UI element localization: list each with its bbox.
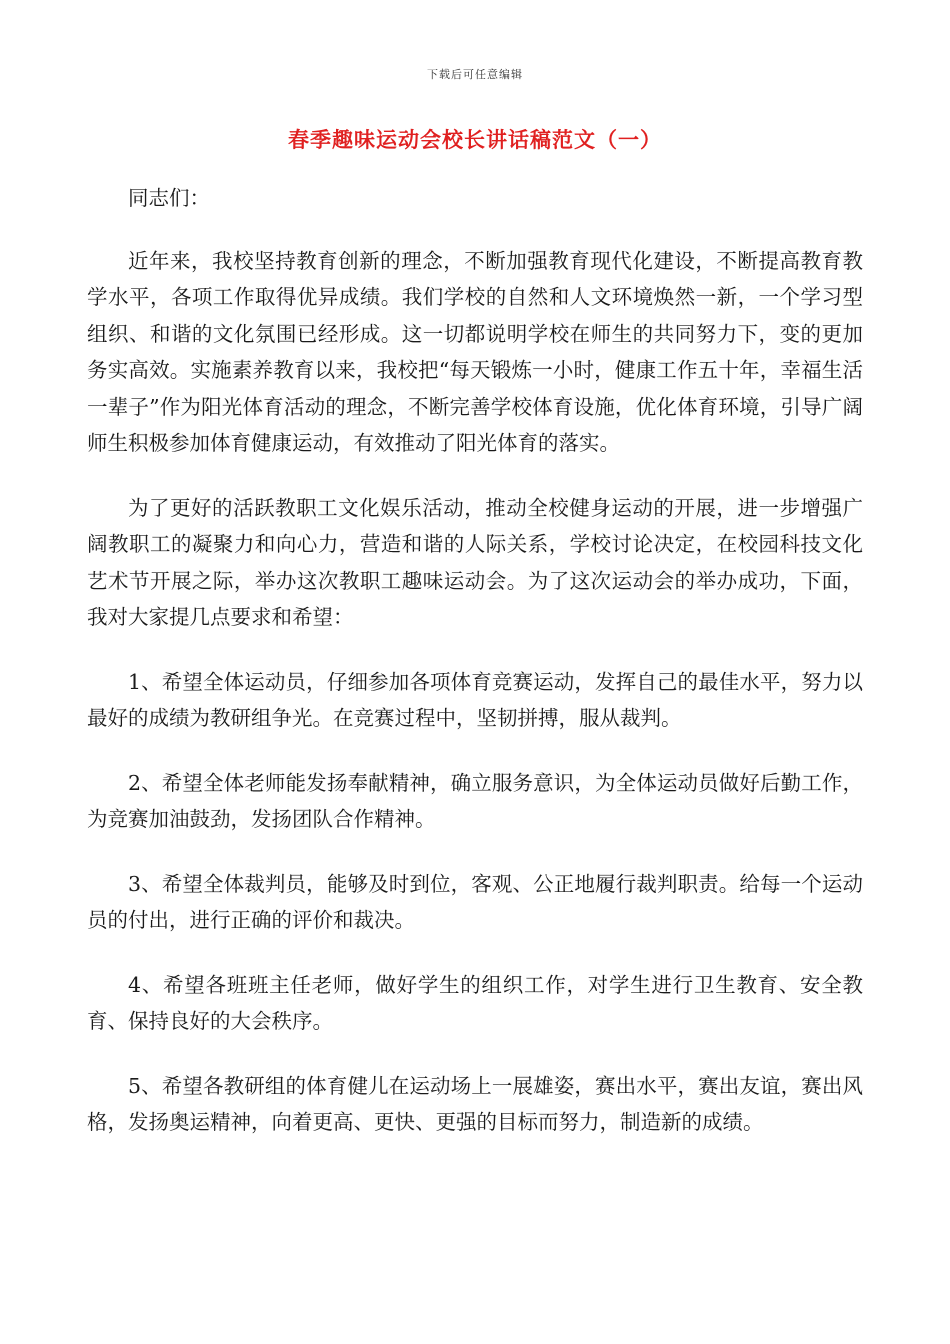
- header-note: 下载后可任意编辑: [427, 68, 523, 81]
- paragraph-intro: 近年来，我校坚持教育创新的理念，不断加强教育现代化建设，不断提高教育教学水平，各项工作取得优异成绩。我们学校的自然和人文环境焕然一新，一个学习型组织、和谐的文化氛围已经形成。这一切都说明学校在师生的共同努力下，变的更加务实高效。实施素养教育以来，我校把“每天锻炼一小时，健康工作五十年，幸福生活一辈子”作为阳光体育活动的理念，不断完善学校体育设施，优化体育环境，引导广阔师生积极参加体育健康运动，有效推动了阳光体育的落实。: [87, 248, 863, 455]
- salutation: 同志们：: [128, 186, 210, 210]
- document-body: [87, 180, 863, 1169]
- list-item-requirement-5: 5、希望各教研组的体育健儿在运动场上一展雄姿，赛出水平，赛出友谊，赛出风格，发扬奥运精神，向着更高、更快、更强的目标而努力，制造新的成绩。: [87, 1073, 863, 1134]
- document-title: 春季趣味运动会校长讲话稿范文（一）: [288, 127, 662, 152]
- paragraph-purpose: 为了更好的活跃教职工文化娱乐活动，推动全校健身运动的开展，进一步增强广阔教职工的凝聚力和向心力，营造和谐的人际关系，学校讨论决定，在校园科技文化艺术节开展之际，举办这次教职工趣味运动会。为了这次运动会的举办成功，下面，我对大家提几点要求和希望：: [87, 495, 863, 629]
- list-item-requirement-1: 1、希望全体运动员，仔细参加各项体育竞赛运动，发挥自己的最佳水平，努力以最好的成绩为教研组争光。在竞赛过程中，坚韧拼搏，服从裁判。: [87, 669, 863, 730]
- list-item-requirement-3: 3、希望全体裁判员，能够及时到位，客观、公正地履行裁判职责。给每一个运动员的付出，进行正确的评价和裁决。: [87, 871, 863, 932]
- list-item-requirement-4: 4、希望各班班主任老师，做好学生的组织工作，对学生进行卫生教育、安全教育、保持良好的大会秩序。: [87, 972, 863, 1033]
- list-item-requirement-2: 2、希望全体老师能发扬奉献精神，确立服务意识，为全体运动员做好后勤工作，为竞赛加油鼓劲，发扬团队合作精神。: [87, 770, 863, 831]
